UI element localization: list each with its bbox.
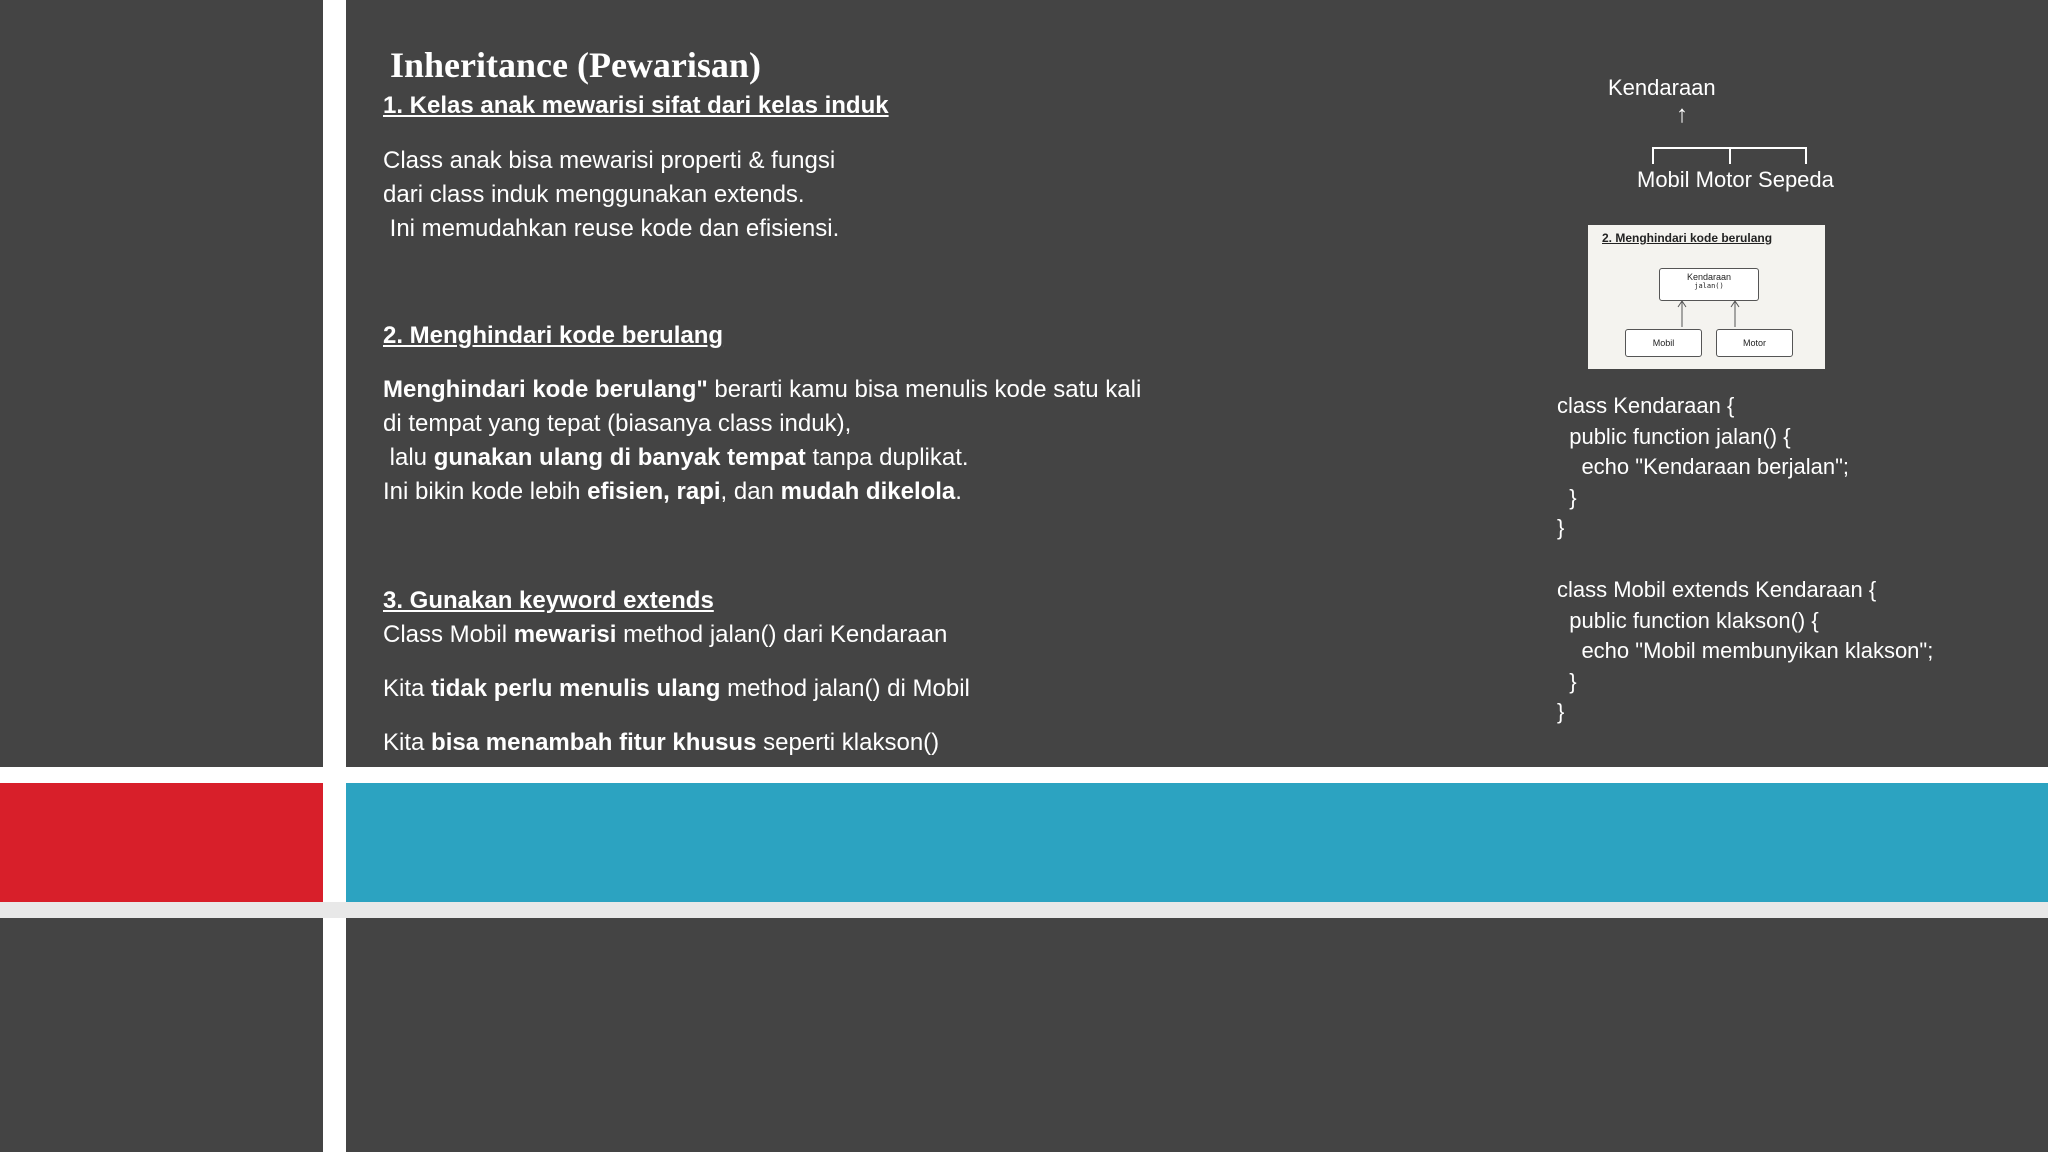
section3-line-1	[383, 618, 947, 652]
section3-line-2-a: Kita	[383, 675, 432, 702]
section2-line-1-bold: Menghindari kode berulang"	[383, 376, 708, 403]
tree-parent-label: Kendaraan	[1608, 75, 1716, 100]
section3-line-2	[383, 672, 970, 706]
section1-line-3: Ini memudahkan reuse kode dan efisiensi.	[383, 215, 840, 242]
section3-line-3-bold: bisa menambah fitur khusus	[431, 729, 757, 756]
vertical-divider-bar	[323, 0, 346, 1152]
thumbnail-diagram-image	[1588, 225, 1825, 369]
section2-line-4-bold1: efisien, rapi	[587, 478, 721, 505]
section1-heading: 1. Kelas anak mewarisi sifat dari kelas induk	[383, 92, 889, 119]
section2-line-3-a: lalu	[383, 444, 434, 471]
slide-title: Inheritance (Pewarisan)	[390, 45, 761, 85]
section2-line-4-b: , dan	[720, 478, 781, 505]
code-block-kendaraan: class Kendaraan { public function jalan() { echo "Kendaraan berjalan"; } }	[1557, 393, 1850, 541]
section1-line-1: Class anak bisa mewarisi properti & fungsi	[383, 147, 836, 174]
section1-line-2: dari class induk menggunakan extends.	[383, 181, 805, 208]
tree-connector-lines	[1648, 146, 1808, 166]
section3-line-2-b: method jalan() di Mobil	[720, 675, 970, 702]
section3-line-1-b: method jalan() dari Kendaraan	[616, 621, 948, 648]
section3-heading: 3. Gunakan keyword extends	[383, 587, 714, 614]
section2-line-4	[383, 475, 962, 509]
thumbnail-parent-label: Kendaraan	[1686, 272, 1732, 282]
section3-line-3	[383, 726, 939, 760]
section3-line-1-bold: mewarisi	[513, 621, 617, 648]
section2-line-4-a: Ini bikin kode lebih	[383, 478, 588, 505]
thumbnail-parent-method: jalan()	[1694, 282, 1724, 290]
tree-children-labels: Mobil Motor Sepeda	[1637, 167, 1834, 192]
thumbnail-child-box-1: Mobil	[1625, 329, 1702, 357]
band-shadow	[0, 902, 2048, 918]
code-block-mobil: class Mobil extends Kendaraan { public function klakson() { echo "Mobil membunyikan klakson"; } }	[1557, 577, 1934, 725]
thumbnail-child-box-2: Motor	[1716, 329, 1793, 357]
thumbnail-title: 2. Menghindari kode berulang	[1602, 231, 1773, 245]
section3-line-1-a: Class Mobil	[383, 621, 514, 648]
section2-line-3-bold: gunakan ulang di banyak tempat	[433, 444, 806, 471]
section2-line-3-b: tanpa duplikat.	[805, 444, 969, 471]
blue-accent-band	[346, 783, 2048, 902]
section2-line-1	[383, 373, 1141, 407]
red-accent-band	[0, 783, 323, 902]
section2-line-2: di tempat yang tepat (biasanya class induk),	[383, 410, 852, 437]
section2-line-3	[383, 441, 969, 475]
section2-line-4-bold2: mudah dikelola	[780, 478, 956, 505]
section3-line-3-a: Kita	[383, 729, 432, 756]
section3-line-3-b: seperti klakson()	[756, 729, 940, 756]
section2-line-4-c: .	[955, 478, 962, 505]
tree-up-arrow-icon: ↑	[1676, 101, 1688, 128]
section2-heading: 2. Menghindari kode berulang	[383, 322, 724, 349]
section2-line-1-rest: berarti kamu bisa menulis kode satu kali	[707, 376, 1142, 403]
section3-line-2-bold: tidak perlu menulis ulang	[431, 675, 721, 702]
